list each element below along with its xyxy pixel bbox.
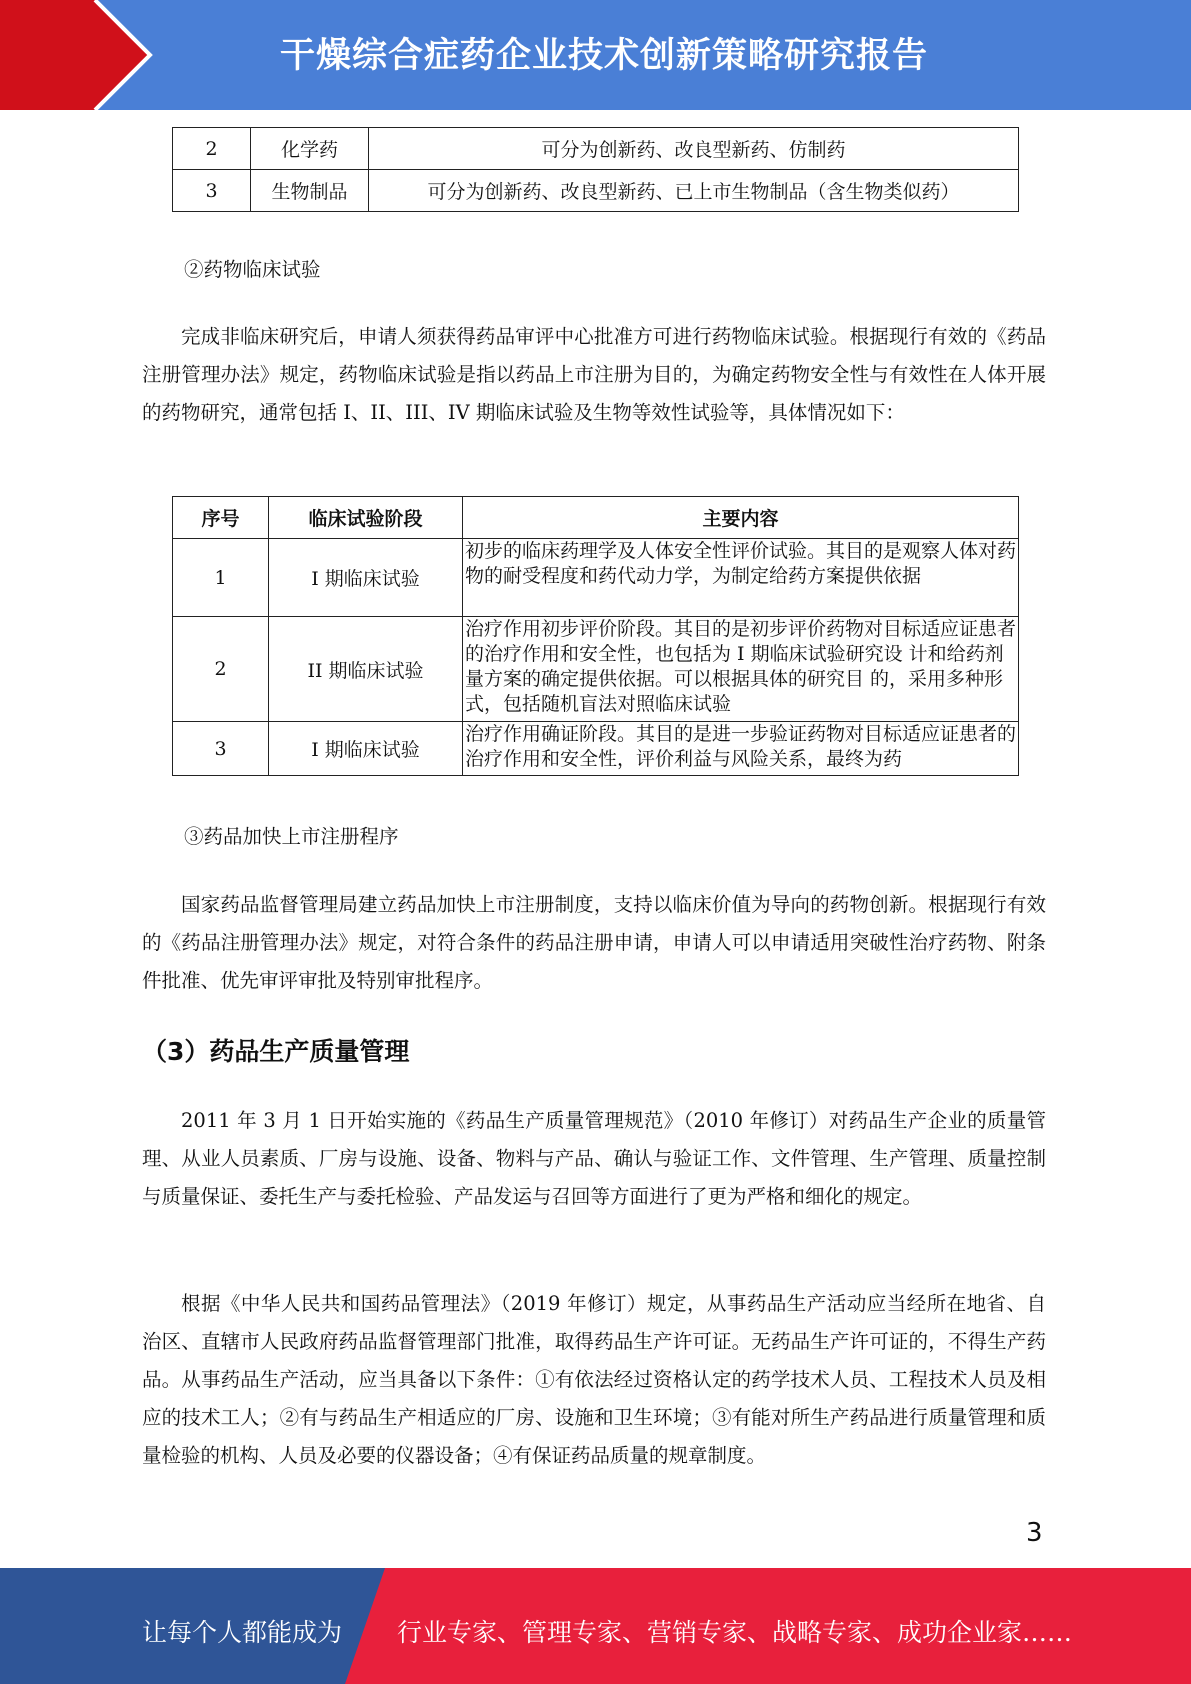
page-number: 3 bbox=[1026, 1518, 1043, 1548]
table-cell-no: 2 bbox=[173, 128, 251, 170]
footer-slogan-left: 让每个人都能成为 bbox=[142, 1618, 343, 1647]
table-header-row bbox=[173, 497, 1019, 539]
clinical-trial-table bbox=[172, 496, 1019, 776]
table-cell-content: 治疗作用确证阶段。其目的是进一步验证药物对目标适应证患者的治疗作用和安全性，评价利益与风险关系，最终为药 bbox=[463, 722, 1019, 776]
paragraph-clinical-trial: 完成非临床研究后，申请人须获得药品审评中心批准方可进行药物临床试验。根据现行有效的《药品注册管理办法》规定，药物临床试验是指以药品上市注册为目的，为确定药物安全性与有效性在人体开展的药物研究，通常包括 I、II、III、IV 期临床试验及生物等效性试验等，具体情况如下： bbox=[142, 325, 1046, 424]
table-cell-desc: 可分为创新药、改良型新药、仿制药 bbox=[369, 128, 1019, 170]
footer-slogan-right: 行业专家、管理专家、营销专家、战略专家、成功企业家…… bbox=[397, 1618, 1073, 1647]
table-cell-type: 化学药 bbox=[251, 128, 369, 170]
paragraph-fast-track: 国家药品监督管理局建立药品加快上市注册制度，支持以临床价值为导向的药物创新。根据现行有效的《药品注册管理办法》规定，对符合条件的药品注册申请，申请人可以申请适用突破性治疗药物、附条件批准、优先审评审批及特别审批程序。 bbox=[142, 893, 1046, 992]
header-chevron-decoration bbox=[0, 0, 160, 110]
table-row bbox=[173, 170, 1019, 212]
table-cell-stage: I 期临床试验 bbox=[269, 722, 463, 776]
table-row bbox=[173, 617, 1019, 722]
page-header bbox=[0, 0, 1191, 110]
paragraph-gmp: 2011 年 3 月 1 日开始实施的《药品生产质量管理规范》（2010 年修订）对药品生产企业的质量管理、从业人员素质、厂房与设施、设备、物料与产品、确认与验证工作、文件管理、生产管理、质量控制与质量保证、委托生产与委托检验、产品发运与召回等方面进行了更为严格和细化的规定。 bbox=[142, 1109, 1046, 1208]
table-cell-type: 生物制品 bbox=[251, 170, 369, 212]
report-title: 干燥综合症药企业技术创新策略研究报告 bbox=[280, 36, 929, 76]
table-cell-no: 1 bbox=[173, 539, 269, 617]
table-cell-no: 3 bbox=[173, 722, 269, 776]
table-cell-stage: II 期临床试验 bbox=[269, 617, 463, 722]
subheading-clinical-trial: ②药物临床试验 bbox=[184, 258, 321, 281]
table-cell-content: 治疗作用初步评价阶段。其目的是初步评价药物对目标适应证患者的治疗作用和安全性，也包括为 I 期临床试验研究设 计和给药剂量方案的确定提供依据。可以根据具体的研究目 的，采用多种形式，包括随机盲法对照临床试验 bbox=[463, 617, 1019, 722]
drug-category-table bbox=[172, 127, 1019, 212]
table-row bbox=[173, 722, 1019, 776]
table-cell-no: 3 bbox=[173, 170, 251, 212]
table-header-stage: 临床试验阶段 bbox=[269, 497, 463, 539]
table-row bbox=[173, 539, 1019, 617]
table-row bbox=[173, 128, 1019, 170]
page-footer bbox=[0, 1568, 1191, 1684]
table-cell-no: 2 bbox=[173, 617, 269, 722]
table-header-no: 序号 bbox=[173, 497, 269, 539]
subheading-fast-track: ③药品加快上市注册程序 bbox=[184, 825, 399, 848]
paragraph-drug-law: 根据《中华人民共和国药品管理法》（2019 年修订）规定，从事药品生产活动应当经所在地省、自治区、直辖市人民政府药品监督管理部门批准，取得药品生产许可证。无药品生产许可证的，不得生产药品。从事药品生产活动，应当具备以下条件：①有依法经过资格认定的药学技术人员、工程技术人员及相应的技术工人；②有与药品生产相适应的厂房、设施和卫生环境；③有能对所生产药品进行质量管理和质量检验的机构、人员及必要的仪器设备；④有保证药品质量的规章制度。 bbox=[142, 1292, 1046, 1467]
table-cell-desc: 可分为创新药、改良型新药、已上市生物制品（含生物类似药） bbox=[369, 170, 1019, 212]
section-heading-quality: （3）药品生产质量管理 bbox=[142, 1037, 410, 1066]
table-cell-content: 初步的临床药理学及人体安全性评价试验。其目的是观察人体对药物的耐受程度和药代动力学，为制定给药方案提供依据 bbox=[463, 539, 1019, 617]
table-header-content: 主要内容 bbox=[463, 497, 1019, 539]
table-cell-stage: I 期临床试验 bbox=[269, 539, 463, 617]
